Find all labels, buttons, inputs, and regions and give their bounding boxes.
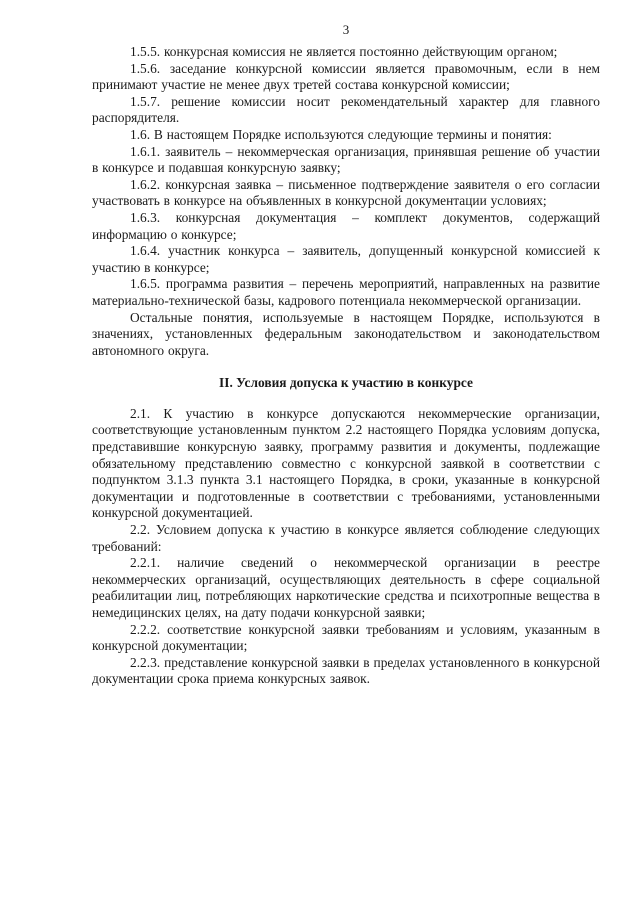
paragraph-1-6-5: 1.6.5. программа развития – перечень мероприятий, направленных на развитие материально-технической базы, кадрового потенциала некоммерческой организации.	[92, 276, 600, 308]
paragraph-1-5-5: 1.5.5. конкурсная комиссия не является постоянно действующим органом;	[130, 44, 558, 59]
paragraph-2-2-2: 2.2.2. соответствие конкурсной заявки требованиям и условиям, указанным в конкурсной документации;	[92, 621, 600, 654]
paragraph-other-terms: Остальные понятия, используемые в настоящем Порядке, используются в значениях, установленных федеральным законодательством и законодательством автономного округа.	[92, 309, 600, 358]
paragraph-1-5-7: 1.5.7. решение комиссии носит рекомендательный характер для главного распорядителя.	[92, 93, 600, 126]
paragraph-1-6-2: 1.6.2. конкурсная заявка – письменное подтверждение заявителя о его согласии участвовать в конкурсе на объявленных в конкурсной документации условиях;	[92, 176, 600, 209]
paragraph-2-2-1: 2.2.1. наличие сведений о некоммерческой организации в реестре некоммерческих организаций, осуществляющих деятельность в сфере социальной реабилитации лиц, потребляющих наркотические средства и психотропные вещества в немедицинских целях, на дату подачи конкурсной заявки;	[92, 555, 600, 620]
section-title: II. Условия допуска к участию в конкурсе	[219, 375, 473, 391]
paragraph-1-6-4: 1.6.4. участник конкурса – заявитель, допущенный конкурсной комиссией к участию в конкурсе;	[92, 243, 600, 275]
paragraph-1-6-1: 1.6.1. заявитель – некоммерческая организация, принявшая решение об участии в конкурсе и подавшая конкурсную заявку;	[92, 143, 600, 176]
page-number: 3	[342, 22, 350, 37]
document-page	[92, 22, 600, 688]
paragraph-1-5-6: 1.5.6. заседание конкурсной комиссии является правомочным, если в нем принимают участие не менее двух третей состава конкурсной комиссии;	[92, 60, 600, 93]
paragraph-2-2: 2.2. Условием допуска к участию в конкурсе является соблюдение следующих требований:	[92, 522, 600, 554]
paragraph-2-1: 2.1. К участию в конкурсе допускаются некоммерческие организации, соответствующие установленным пунктом 2.2 настоящего Порядка условиям допуска, представившие конкурсную заявку, программу развития и документы, подлежащие обязательному представлению совместно с конкурсной заявкой в соответствии с подпунктом 3.1.3 пункта 3.1 настоящего Порядка, в сроки, указанные в конкурсной документации и подготовленные в соответствии с требованиями, установленными конкурсной документацией.	[92, 405, 600, 521]
paragraph-1-6-3: 1.6.3. конкурсная документация – комплект документов, содержащий информацию о конкурсе;	[92, 209, 600, 242]
paragraph-2-2-3: 2.2.3. представление конкурсной заявки в пределах установленного в конкурсной документации срока приема конкурсных заявок.	[92, 654, 600, 687]
paragraph-1-6: 1.6. В настоящем Порядке используются следующие термины и понятия:	[130, 126, 552, 142]
